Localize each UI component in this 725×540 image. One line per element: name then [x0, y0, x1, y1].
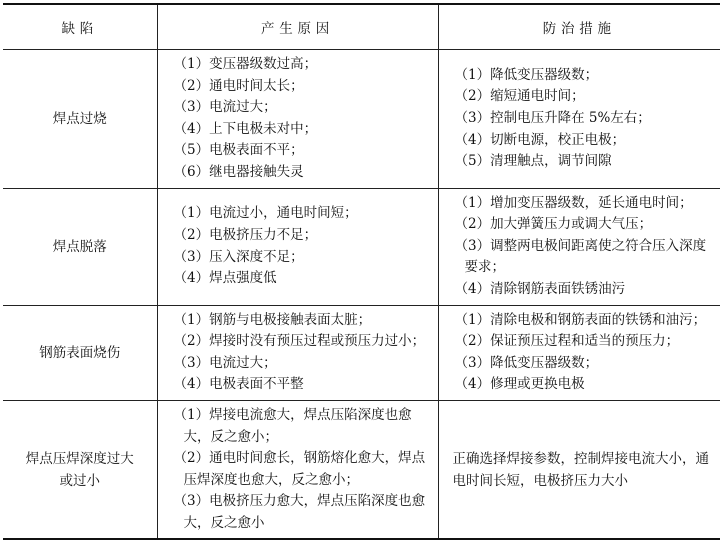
measure-item: （4）修理或更换电极	[454, 376, 585, 393]
cause-item: （2）焊接时没有预压过程或预压力过小；	[173, 333, 426, 350]
measures-cell	[438, 188, 720, 305]
header-defect: 缺陷	[3, 4, 157, 50]
causes-cell	[157, 50, 438, 189]
measure-item: （1）增加变压器级数，延长通电时间；	[454, 194, 693, 211]
cause-item: （6）继电器接触失灵	[173, 163, 304, 180]
header-measures: 防治措施	[438, 4, 720, 50]
defect-cell: 焊点过烧	[3, 50, 157, 189]
measure-item: （1）降低变压器级数；	[454, 66, 599, 83]
measures-cell	[438, 50, 720, 189]
measure-item: （3）控制电压升降在 5%左右；	[454, 109, 651, 126]
measure-item: （2）缩短通电时间；	[454, 88, 585, 105]
weld-defect-table	[3, 3, 720, 540]
measure-item: （2）保证预压过程和适当的预压力；	[454, 333, 680, 350]
table-row	[3, 188, 720, 305]
causes-cell	[157, 305, 438, 400]
cause-item: （3）电极挤压力愈大，焊点压陷深度也愈大，反之愈小	[173, 493, 426, 531]
measure-item: （4）清除钢筋表面铁锈油污	[454, 280, 626, 297]
cause-item: （1）焊接电流愈大，焊点压陷深度也愈大，反之愈小；	[173, 406, 412, 445]
measures-cell	[438, 305, 720, 400]
cause-item: （1）电流过小，通电时间短；	[173, 205, 358, 222]
table-row	[3, 50, 720, 189]
measure-item: （5）清理触点，调节间隙	[454, 153, 612, 170]
defect-cell: 焊点压焊深度过大或过小	[3, 400, 157, 539]
causes-cell	[157, 188, 438, 305]
cause-item: （3）压入深度不足；	[173, 248, 304, 265]
cause-item: （3）电流过大；	[173, 354, 277, 371]
defect-cell: 钢筋表面烧伤	[3, 305, 157, 400]
cause-item: （2）通电时间愈长，钢筋熔化愈大，焊点压焊深度也愈大，反之愈小；	[173, 450, 426, 488]
defect-cell: 焊点脱落	[3, 188, 157, 305]
measure-item: （4）切断电源，校正电极；	[454, 131, 626, 148]
cause-item: （4）上下电极未对中；	[173, 120, 318, 137]
cause-item: （3）电流过大；	[173, 99, 277, 116]
header-row	[3, 4, 720, 50]
table-row	[3, 305, 720, 400]
causes-cell	[157, 400, 438, 539]
measure-item: （1）清除电极和钢筋表面的铁锈和油污；	[454, 311, 707, 328]
measure-item: （3）调整两电极间距离使之符合压入深度要求；	[454, 237, 707, 276]
measure-item: （2）加大弹簧压力或调大气压；	[454, 216, 653, 233]
measures-cell: 正确选择焊接参数，控制焊接电流大小，通电时间长短，电极挤压力大小	[438, 400, 720, 539]
measure-item: （3）降低变压器级数；	[454, 354, 599, 371]
cause-item: （1）钢筋与电极接触表面太脏；	[173, 311, 372, 328]
cause-item: （1）变压器级数过高；	[173, 56, 318, 72]
cause-item: （4）焊点强度低	[173, 270, 277, 287]
header-causes: 产生原因	[157, 4, 438, 50]
table-row	[3, 400, 720, 539]
cause-item: （2）电极挤压力不足；	[173, 226, 318, 243]
cause-item: （4）电极表面不平整	[173, 376, 304, 393]
cause-item: （5）电极表面不平；	[173, 142, 304, 159]
cause-item: （2）通电时间太长；	[173, 77, 304, 94]
